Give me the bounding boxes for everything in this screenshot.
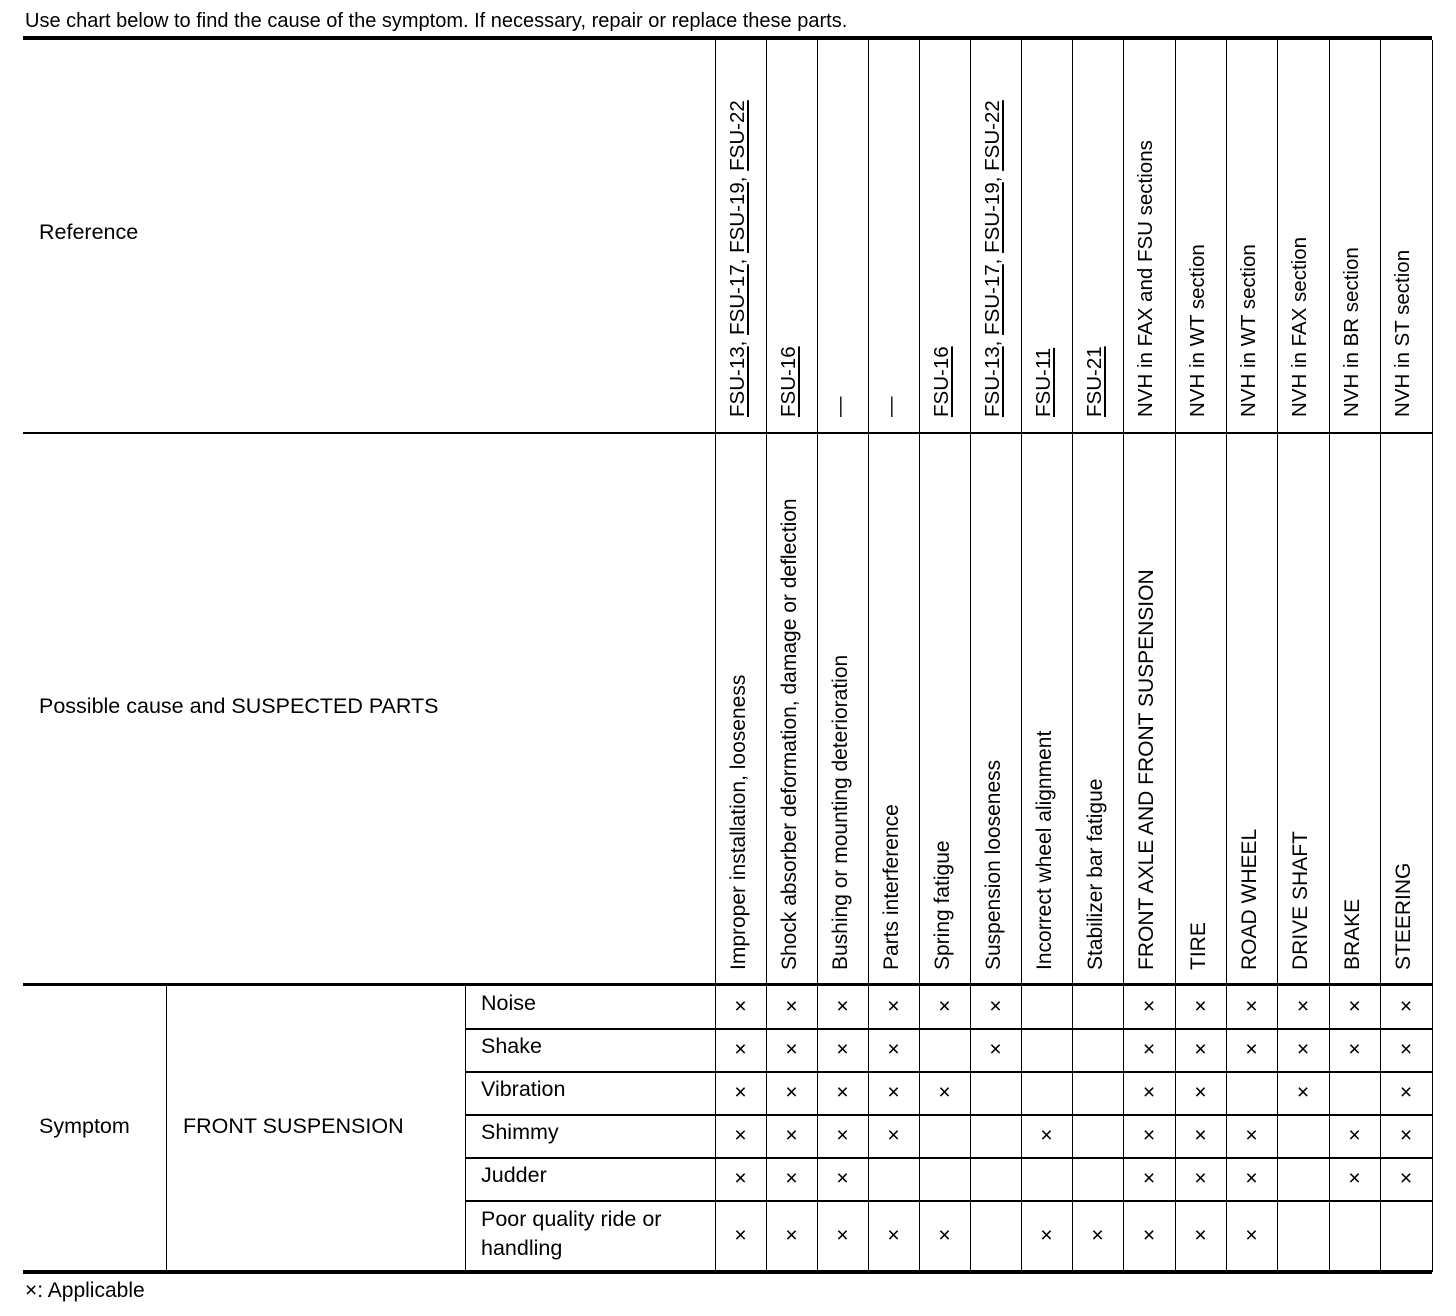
applicable-mark: × [1194, 1224, 1207, 1247]
column-divider [1432, 40, 1433, 1272]
cause-label: Parts interference [880, 804, 903, 970]
reference-link[interactable]: FSU-13 [726, 346, 749, 417]
applicable-mark: × [836, 1080, 849, 1104]
reference-link[interactable]: FSU-16 [777, 346, 800, 417]
applicable-mark: × [887, 1224, 900, 1247]
cause-label: Spring fatigue [931, 840, 954, 970]
column-divider [465, 985, 466, 1272]
applicable-mark: × [785, 1037, 798, 1061]
applicable-mark: × [1194, 1080, 1207, 1104]
reference-text: , [981, 334, 1004, 347]
reference-label: Reference [39, 220, 139, 244]
applicable-mark: × [836, 1037, 849, 1061]
applicable-mark: × [734, 1166, 747, 1190]
reference-text: NVH in FAX section [1288, 236, 1311, 417]
rule-line [23, 36, 1432, 40]
reference-text: , [726, 334, 749, 347]
rule-line [465, 1200, 1432, 1202]
symptom-label: Symptom [39, 1114, 130, 1138]
cause-label: Incorrect wheel alignment [1033, 730, 1056, 970]
applicable-mark: × [836, 1224, 849, 1247]
cause-label: Shock absorber deformation, damage or deflection [778, 498, 801, 970]
rule-line [23, 1270, 1432, 1274]
rule-line [23, 983, 1432, 986]
reference-text: — [879, 396, 902, 417]
possible-cause-label: Possible cause and SUSPECTED PARTS [39, 694, 439, 718]
symptom-row-label: Shake [481, 1034, 542, 1058]
reference-text: — [828, 396, 851, 417]
applicable-mark: × [887, 1123, 900, 1147]
reference-text: , [726, 252, 749, 265]
reference-text: NVH in WT section [1186, 244, 1209, 417]
intro-text: Use chart below to find the cause of the symptom. If necessary, repair or replace these parts. [25, 10, 848, 32]
applicable-mark: × [836, 994, 849, 1018]
reference-text: NVH in BR section [1340, 247, 1363, 417]
applicable-mark: × [989, 1037, 1002, 1061]
applicable-mark: × [1194, 1037, 1207, 1061]
applicable-mark: × [734, 1037, 747, 1061]
rule-line [465, 1114, 1432, 1116]
rule-line [23, 432, 1432, 434]
reference-link[interactable]: FSU-16 [930, 346, 953, 417]
applicable-mark: × [1142, 1123, 1156, 1147]
applicable-mark: × [734, 994, 747, 1018]
reference-text: , [981, 170, 1004, 183]
reference-link[interactable]: FSU-22 [726, 100, 749, 171]
footnote: ×: Applicable [25, 1279, 145, 1302]
applicable-mark: × [989, 994, 1002, 1018]
applicable-mark: × [938, 1080, 951, 1104]
reference-text: , [981, 252, 1004, 265]
applicable-mark: × [1245, 1224, 1258, 1247]
symptom-row-label: Vibration [481, 1077, 566, 1101]
applicable-mark: × [1348, 1037, 1361, 1061]
reference-link[interactable]: FSU-19 [981, 182, 1004, 253]
applicable-mark: × [1296, 1037, 1310, 1061]
reference-link[interactable]: FSU-11 [1032, 347, 1055, 417]
symptom-row-label: Judder [481, 1163, 547, 1187]
applicable-mark: × [938, 994, 951, 1018]
applicable-mark: × [734, 1224, 747, 1247]
applicable-mark: × [1245, 1037, 1258, 1061]
applicable-mark: × [1194, 994, 1207, 1018]
reference-link[interactable]: FSU-19 [726, 182, 749, 253]
cause-label: BRAKE [1341, 898, 1364, 970]
applicable-mark: × [734, 1080, 747, 1104]
symptom-row-label: Poor quality ride or handling [481, 1207, 662, 1260]
applicable-mark: × [1142, 1037, 1156, 1061]
applicable-mark: × [1296, 994, 1310, 1018]
cause-label: TIRE [1187, 922, 1210, 970]
reference-text: , [726, 170, 749, 183]
applicable-mark: × [1348, 994, 1361, 1018]
cause-label: Bushing or mounting deterioration [829, 654, 852, 970]
applicable-mark: × [785, 994, 798, 1018]
applicable-mark: × [836, 1123, 849, 1147]
applicable-mark: × [1399, 1080, 1413, 1104]
cause-label: STEERING [1392, 862, 1415, 970]
applicable-mark: × [1142, 1080, 1156, 1104]
applicable-mark: × [1399, 994, 1413, 1018]
reference-link[interactable]: FSU-13 [981, 346, 1004, 417]
applicable-mark: × [1040, 1123, 1053, 1147]
reference-link[interactable]: FSU-17 [726, 264, 749, 335]
applicable-mark: × [1245, 1166, 1258, 1190]
applicable-mark: × [1142, 994, 1156, 1018]
column-divider [1329, 40, 1330, 1272]
rule-line [465, 1071, 1432, 1073]
applicable-mark: × [1040, 1224, 1053, 1247]
rule-line [465, 1028, 1432, 1030]
column-divider [166, 985, 167, 1272]
applicable-mark: × [785, 1224, 798, 1247]
applicable-mark: × [938, 1224, 951, 1247]
cause-label: Improper installation, looseness [727, 674, 750, 970]
applicable-mark: × [1399, 1166, 1413, 1190]
applicable-mark: × [1399, 1037, 1413, 1061]
cause-label: Stabilizer bar fatigue [1084, 778, 1107, 970]
applicable-mark: × [1194, 1123, 1207, 1147]
applicable-mark: × [1296, 1080, 1310, 1104]
applicable-mark: × [836, 1166, 849, 1190]
applicable-mark: × [785, 1123, 798, 1147]
applicable-mark: × [1142, 1166, 1156, 1190]
reference-text: NVH in ST section [1391, 249, 1414, 417]
cause-label: ROAD WHEEL [1238, 828, 1261, 970]
front-suspension-label: FRONT SUSPENSION [183, 1114, 404, 1138]
column-divider [1072, 40, 1073, 1272]
applicable-mark: × [1245, 1123, 1258, 1147]
applicable-mark: × [1348, 1123, 1361, 1147]
reference-text: NVH in WT section [1237, 244, 1260, 417]
applicable-mark: × [887, 1037, 900, 1061]
applicable-mark: × [1142, 1224, 1156, 1247]
symptom-row-label: Noise [481, 991, 536, 1015]
column-divider [1021, 40, 1022, 1272]
applicable-mark: × [1399, 1123, 1413, 1147]
reference-link[interactable]: FSU-17 [981, 264, 1004, 335]
cause-label: Suspension looseness [982, 759, 1005, 970]
reference-link[interactable]: FSU-21 [1083, 346, 1106, 417]
rule-line [465, 1157, 1432, 1159]
applicable-mark: × [1245, 994, 1258, 1018]
applicable-mark: × [1091, 1224, 1104, 1247]
applicable-mark: × [887, 1080, 900, 1104]
applicable-mark: × [734, 1123, 747, 1147]
symptom-row-label: Shimmy [481, 1120, 559, 1144]
reference-text: NVH in FAX and FSU sections [1134, 140, 1157, 417]
applicable-mark: × [1194, 1166, 1207, 1190]
applicable-mark: × [785, 1080, 798, 1104]
applicable-mark: × [785, 1166, 798, 1190]
applicable-mark: × [887, 994, 900, 1018]
reference-link[interactable]: FSU-22 [981, 100, 1004, 171]
cause-label: FRONT AXLE AND FRONT SUSPENSION [1135, 569, 1158, 970]
applicable-mark: × [1348, 1166, 1361, 1190]
cause-label: DRIVE SHAFT [1289, 831, 1312, 970]
